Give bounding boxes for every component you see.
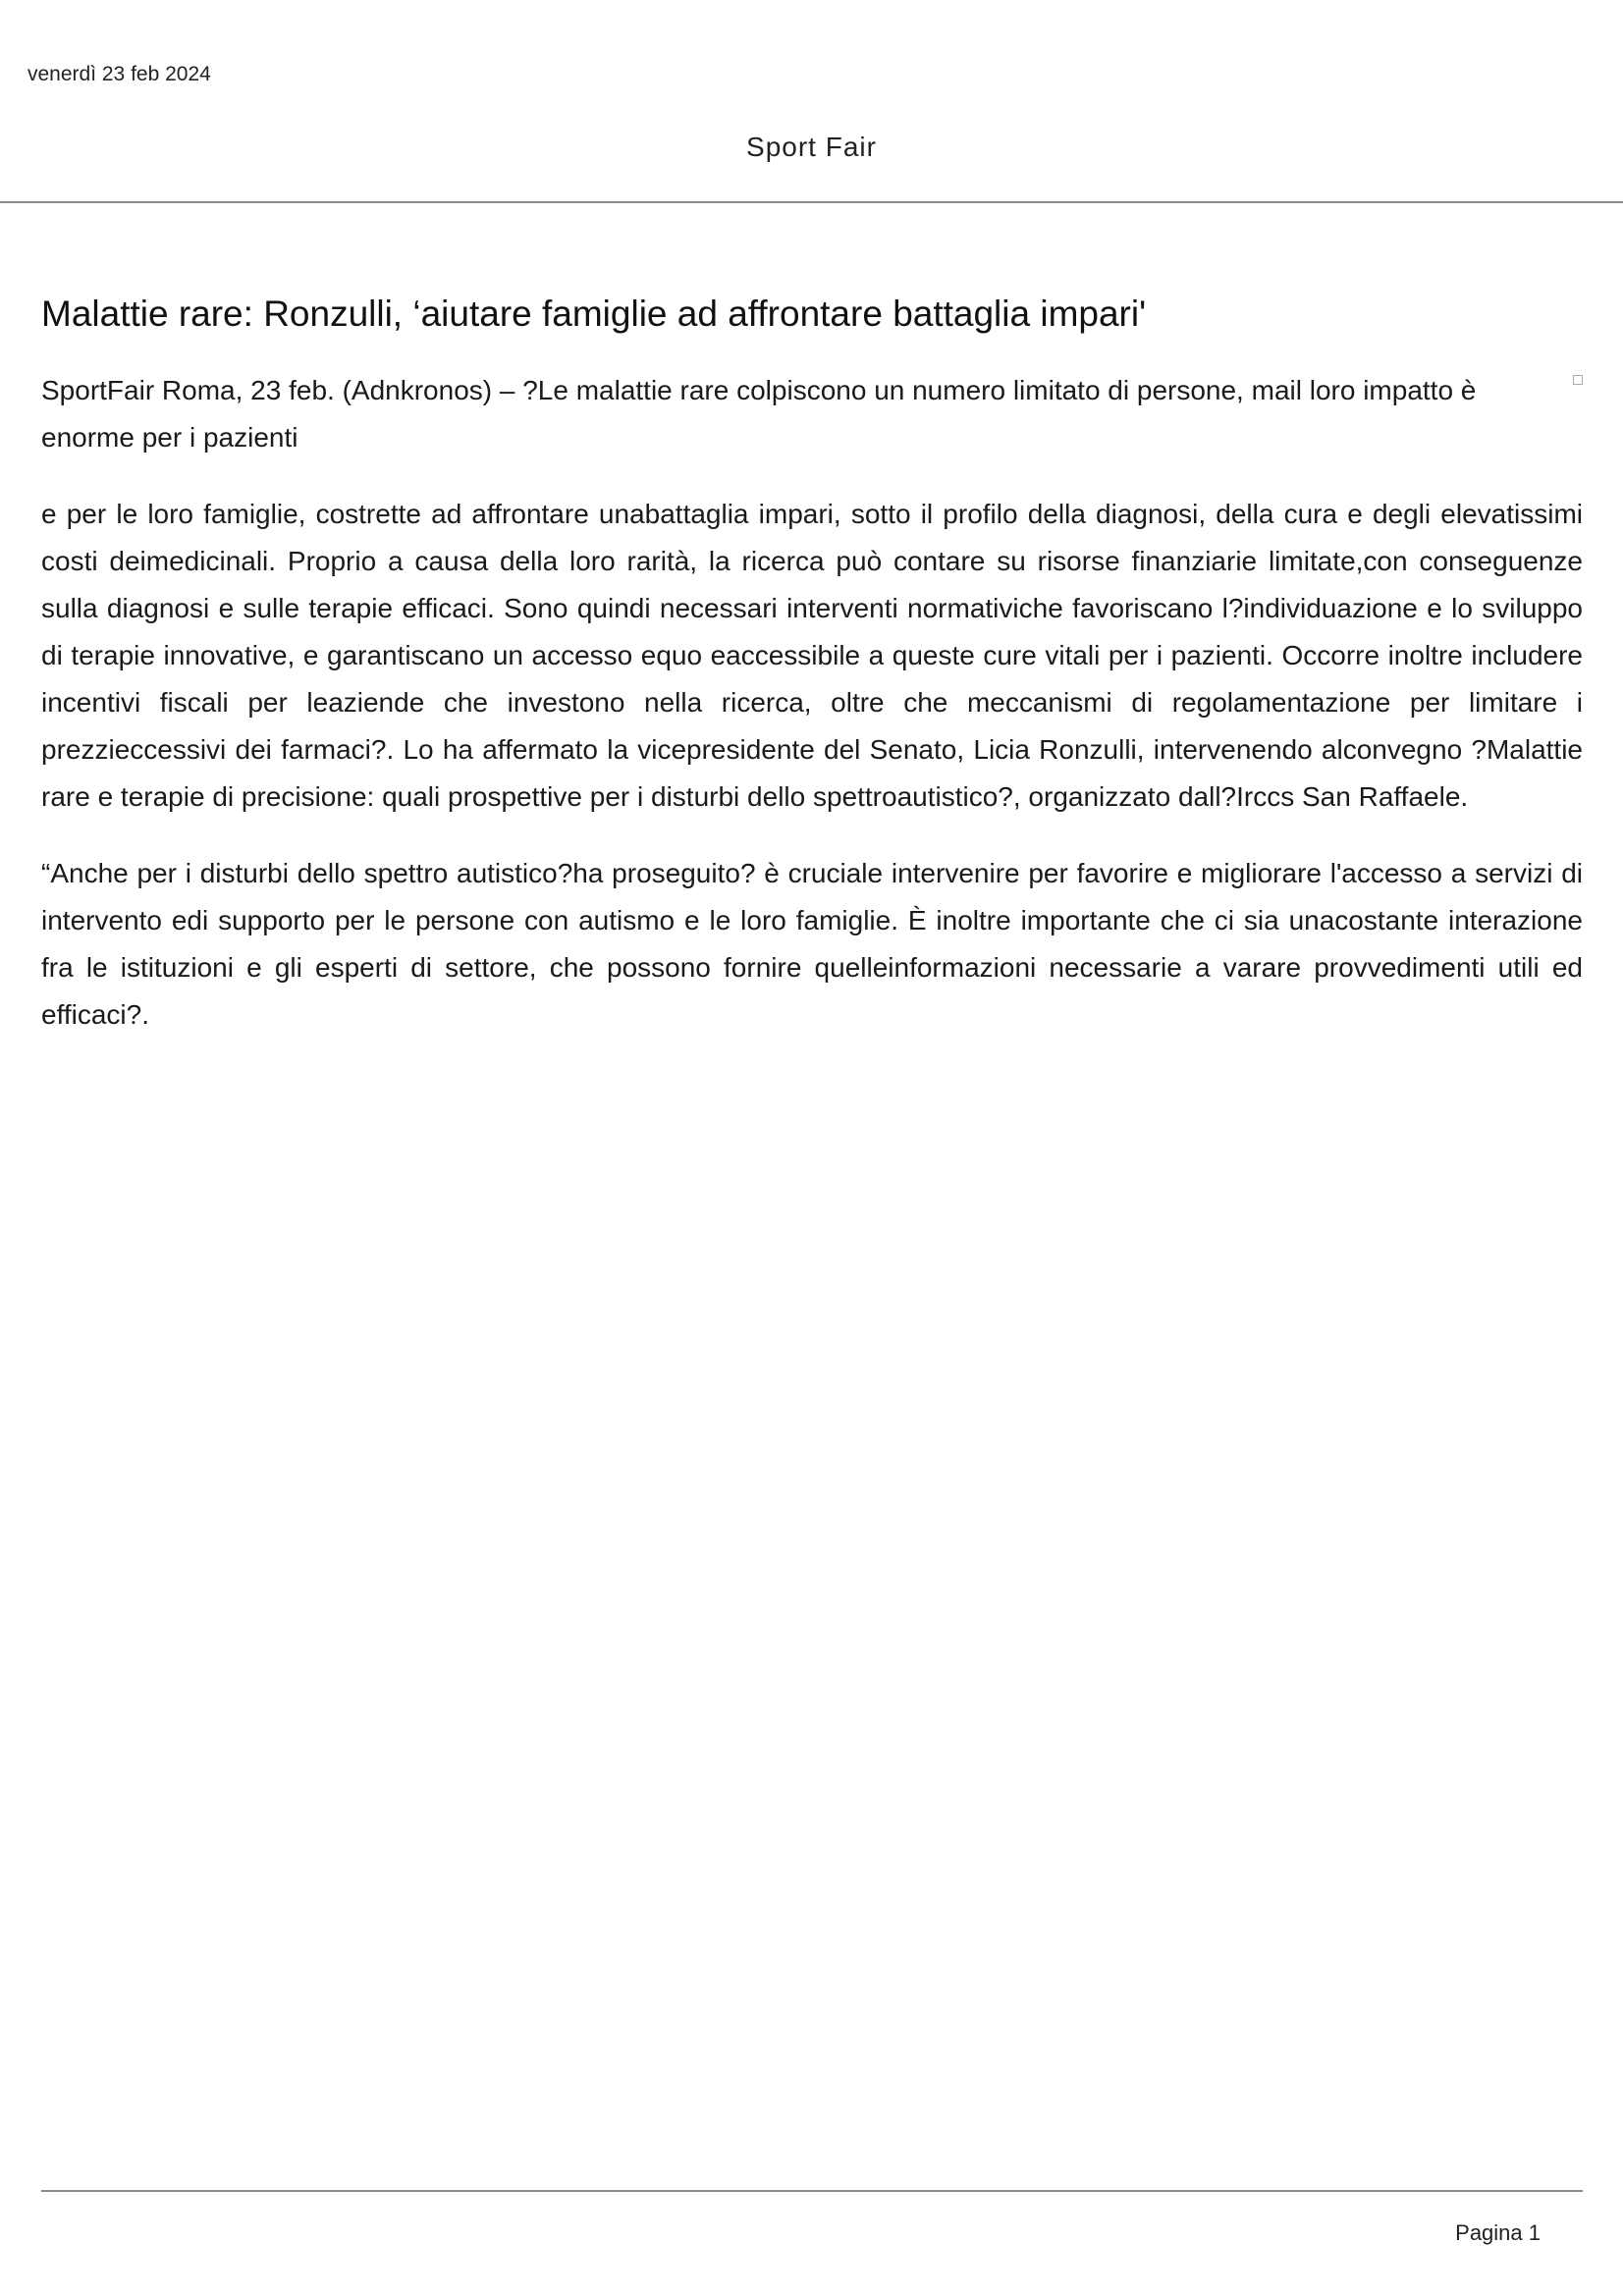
article-paragraph: “Anche per i disturbi dello spettro autistico?ha proseguito? è cruciale intervenire per favorire e migliorare l'accesso a servizi di intervento edi supporto per le persone con autismo e le loro famiglie. È inoltre importante che ci sia unacostante interazione fra le istituzioni e gli esperti di settore, che possono fornire quelleinformazioni necessarie a varare provvedimenti utili ed efficaci?.: [41, 858, 1583, 1030]
page-date: venerdì 23 feb 2024: [27, 63, 211, 85]
footer-divider: [41, 2190, 1583, 2192]
page-number: Pagina 1: [1455, 2220, 1541, 2245]
article-paragraph: e per le loro famiglie, costrette ad affrontare unabattaglia impari, sotto il profilo della diagnosi, della cura e degli elevatissimi costi deimedicinali. Proprio a causa della loro rarità, la ricerca può contare su risorse finanziarie limitate,con conseguenze sulla diagnosi e sulle terapie efficaci. Sono quindi necessari interventi normativiche favoriscano l?individuazione e lo sviluppo di terapie innovative, e garantiscano un accesso equo eaccessibile a queste cure vitali per i pazienti. Occorre inoltre includere incentivi fiscali per leaziende che investono nella ricerca, oltre che meccanismi di regolamentazione per limitare i prezzieccessivi dei farmaci?. Lo ha affermato la vicepresidente del Senato, Licia Ronzulli, intervenendo alconvegno ?Malattie rare e terapie di precisione: quali prospettive per i disturbi dello spettroautistico?, organizzato dall?Irccs San Raffaele.: [41, 499, 1583, 812]
broken-image-icon: [1573, 375, 1583, 385]
article: [41, 291, 1583, 1068]
lead-container: [41, 367, 1583, 461]
site-name: Sport Fair: [746, 132, 877, 162]
article-lead: SportFair Roma, 23 feb. (Adnkronos) – ?Le malattie rare colpiscono un numero limitato di persone, mail loro impatto è enorme per i pazienti: [41, 375, 1477, 453]
header-divider: [0, 201, 1623, 203]
article-title: Malattie rare: Ronzulli, ‘aiutare famiglie ad affrontare battaglia impari': [41, 294, 1147, 334]
